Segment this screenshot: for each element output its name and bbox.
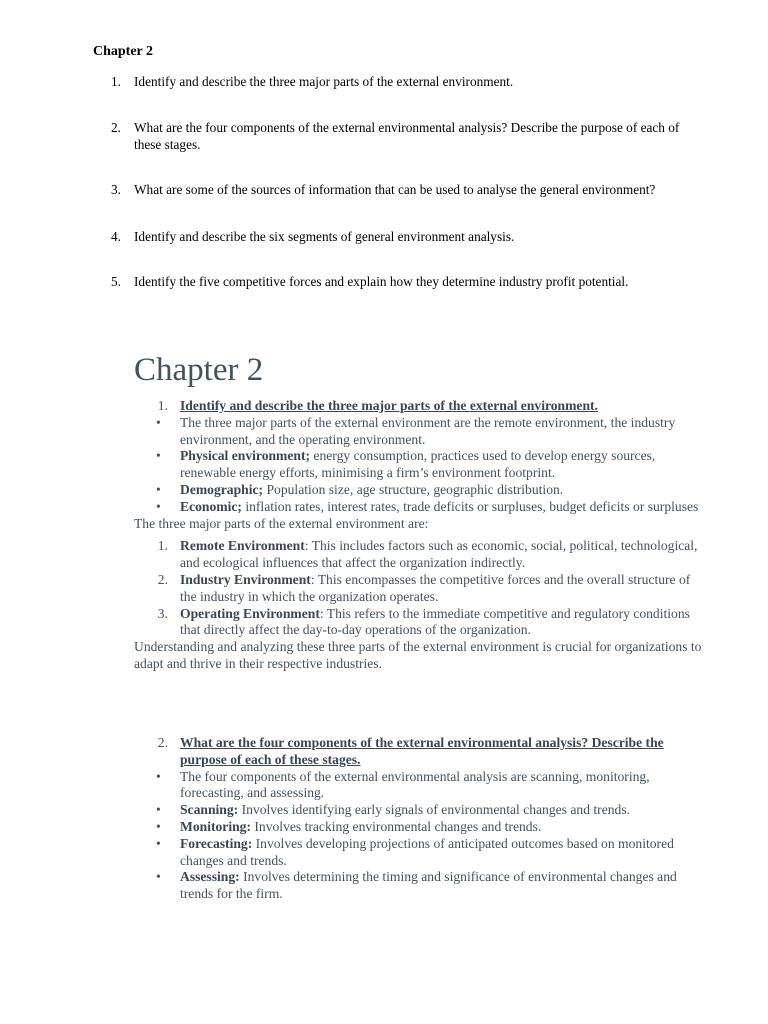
answer-question-title [134, 735, 704, 769]
answer-intro: The three major parts of the external environment are: [134, 515, 429, 531]
bullet-icon: • [156, 448, 161, 464]
answer-number: 1. [157, 398, 168, 413]
bullet-icon: • [156, 481, 161, 497]
question-item [93, 229, 693, 246]
answer-question-text: What are the four components of the external environmental analysis? Describe the purpose of each of these stages. [180, 735, 664, 767]
bullet-icon: • [156, 414, 161, 430]
bullet-item [134, 415, 704, 449]
answer-section-1 [134, 398, 704, 673]
numbered-item [134, 606, 704, 640]
answer-question-text: Identify and describe the three major parts of the external environment. [180, 398, 598, 413]
bullet-icon: • [156, 498, 161, 514]
question-text: Identify and describe the six segments of general environment analysis. [134, 229, 515, 244]
item-bold: Operating Environment [180, 605, 320, 621]
bullet-icon: • [156, 869, 161, 885]
bullet-icon: • [156, 768, 161, 784]
answer-conclusion: Understanding and analyzing these three parts of the external environment is crucial for organizations to adapt and thrive in their respective industries. [134, 639, 702, 671]
bullet-item [134, 499, 704, 516]
question-number: 3. [111, 182, 121, 197]
answer-number: 2. [157, 735, 168, 750]
question-item [93, 74, 693, 91]
bullet-bold: Assessing: [180, 869, 240, 885]
bullet-text: The three major parts of the external environment are the remote environment, the industry environment, and the operating environment. [180, 414, 676, 447]
bullet-item [134, 769, 704, 803]
bullet-bold: Forecasting: [180, 835, 253, 851]
item-text: : This includes factors such as economic, social, political, technological, and ecological influences that affect the organization indirectly. [180, 538, 698, 571]
item-text: : This encompasses the competitive forces and the overall structure of the industry in which the organization operates. [180, 571, 691, 604]
bullet-item [134, 448, 704, 482]
bullet-icon: • [156, 802, 161, 818]
bullet-text: energy consumption, practices used to develop energy sources, renewable energy efforts, minimising a firm’s environment footprint. [180, 448, 656, 481]
bullet-item [134, 869, 704, 903]
question-number: 4. [111, 229, 121, 244]
bullet-icon: • [156, 818, 161, 834]
answer-section-2 [134, 735, 704, 903]
bullet-item [134, 836, 704, 870]
bullet-text: inflation rates, interest rates, trade deficits or surpluses, budget deficits or surpluses [241, 498, 699, 514]
question-item [93, 120, 693, 153]
answers-title: Chapter 2 [134, 352, 264, 388]
bullet-item [134, 819, 704, 836]
questions-heading: Chapter 2 [93, 44, 154, 59]
bullet-text: Involves identifying early signals of environmental changes and trends. [238, 802, 631, 818]
answer-question-title [134, 398, 704, 415]
numbered-item [134, 572, 704, 606]
question-text: What are the four components of the external environmental analysis? Describe the purpose of each of these stages. [134, 120, 680, 152]
bullet-text: Involves developing projections of anticipated outcomes based on monitored changes and trends. [180, 835, 674, 868]
question-number: 2. [111, 120, 121, 135]
bullet-bold: Monitoring: [180, 818, 251, 834]
question-item [93, 182, 693, 199]
question-number: 5. [111, 274, 121, 289]
bullet-icon: • [156, 835, 161, 851]
bullet-bold: Demographic; [180, 481, 264, 497]
bullet-bold: Physical environment; [180, 448, 311, 464]
item-bold: Industry Environment [180, 571, 311, 587]
item-text: : This refers to the immediate competitive and regulatory conditions that directly affect the day-to-day operations of the organization. [180, 605, 690, 638]
bullet-text: The four components of the external environmental analysis are scanning, monitoring, forecasting, and assessing. [180, 768, 650, 801]
bullet-item [134, 802, 704, 819]
question-text: Identify the five competitive forces and explain how they determine industry profit potential. [134, 274, 629, 289]
question-text: Identify and describe the three major parts of the external environment. [134, 74, 514, 89]
question-text: What are some of the sources of information that can be used to analyse the general environment? [134, 182, 656, 197]
item-number: 2. [157, 571, 168, 587]
item-number: 1. [157, 538, 168, 554]
numbered-item [134, 538, 704, 572]
bullet-item [134, 482, 704, 499]
bullet-text: Involves tracking environmental changes and trends. [250, 818, 542, 834]
item-bold: Remote Environment [180, 538, 305, 554]
bullet-bold: Economic; [180, 498, 242, 514]
bullet-text: Involves determining the timing and significance of environmental changes and trends for the firm. [180, 869, 677, 902]
bullet-bold: Scanning: [180, 802, 239, 818]
bullet-text: Population size, age structure, geographic distribution. [263, 481, 564, 497]
item-number: 3. [157, 605, 168, 621]
question-number: 1. [111, 74, 121, 89]
question-item [93, 274, 693, 291]
